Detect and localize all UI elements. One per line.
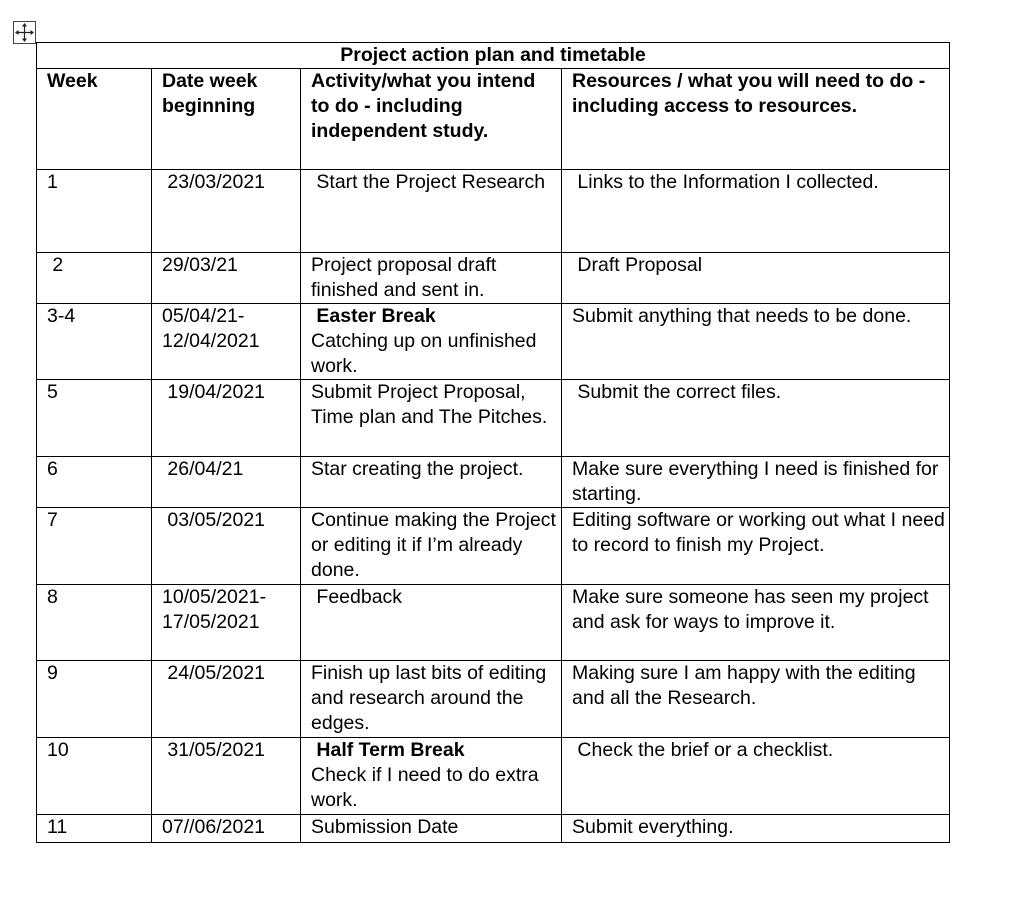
week-cell: 9 [37,661,152,738]
header-date: Date week beginning [152,69,301,170]
activity-text: Feedback [311,586,403,608]
resources-cell: Making sure I am happy with the editing and all the Research. [562,661,950,738]
header-week: Week [37,69,152,170]
table-row [37,661,950,738]
table-row [37,508,950,585]
activity-bold-heading: Easter Break [311,305,436,327]
activity-text: Check if I need to do extra work. [311,764,539,811]
table-row [37,457,950,508]
date-cell: 03/05/2021 [152,508,301,585]
week-cell: 7 [37,508,152,585]
header-row [37,69,950,170]
activity-cell: Star creating the project. [301,457,562,508]
header-resources: Resources / what you will need to do - including access to resources. [562,69,950,170]
activity-cell: Continue making the Project or editing it if I’m already done. [301,508,562,585]
table-title-row [37,43,950,69]
week-cell: 10 [37,738,152,815]
activity-cell: Submit Project Proposal, Time plan and The Pitches. [301,380,562,457]
resources-text: Draft Proposal [572,254,703,276]
date-cell: 29/03/21 [152,253,301,304]
date-cell: 07//06/2021 [152,815,301,843]
date-cell: 19/04/2021 [152,380,301,457]
date-cell: 10/05/2021- 17/05/2021 [152,585,301,661]
week-cell: 3-4 [37,304,152,380]
action-plan-table [36,42,950,843]
resources-cell [562,253,950,304]
activity-cell: Submission Date [301,815,562,843]
activity-cell: Finish up last bits of editing and research around the edges. [301,661,562,738]
table-row [37,380,950,457]
resources-text: Submit the correct files. [572,381,782,403]
week-cell: 8 [37,585,152,661]
table-move-handle-icon[interactable] [13,21,36,44]
resources-cell: Make sure everything I need is finished for starting. [562,457,950,508]
table-row [37,170,950,253]
table-row [37,815,950,843]
table-title: Project action plan and timetable [37,43,950,69]
date-cell: 23/03/2021 [152,170,301,253]
header-activity: Activity/what you intend to do - including independent study. [301,69,562,170]
activity-cell [301,738,562,815]
activity-cell [301,585,562,661]
resources-text: Links to the Information I collected. [572,171,879,193]
activity-cell [301,304,562,380]
week-cell: 5 [37,380,152,457]
resources-cell: Make sure someone has seen my project and ask for ways to improve it. [562,585,950,661]
week-cell: 1 [37,170,152,253]
table-row [37,304,950,380]
resources-text: Check the brief or a checklist. [572,739,834,761]
date-cell: 05/04/21- 12/04/2021 [152,304,301,380]
week-cell: 6 [37,457,152,508]
activity-text: Catching up on unfinished work. [311,330,537,377]
activity-text: Start the Project Research [311,171,546,193]
week-cell: 11 [37,815,152,843]
resources-cell: Editing software or working out what I need to record to finish my Project. [562,508,950,585]
week-cell: 2 [37,253,152,304]
resources-cell [562,738,950,815]
table-row [37,738,950,815]
date-cell: 31/05/2021 [152,738,301,815]
resources-cell: Submit anything that needs to be done. [562,304,950,380]
resources-cell [562,380,950,457]
date-cell: 24/05/2021 [152,661,301,738]
table-row [37,253,950,304]
resources-cell [562,170,950,253]
activity-cell [301,170,562,253]
table-row [37,585,950,661]
activity-cell: Project proposal draft finished and sent in. [301,253,562,304]
date-cell: 26/04/21 [152,457,301,508]
activity-bold-heading: Half Term Break [311,739,465,761]
resources-cell: Submit everything. [562,815,950,843]
